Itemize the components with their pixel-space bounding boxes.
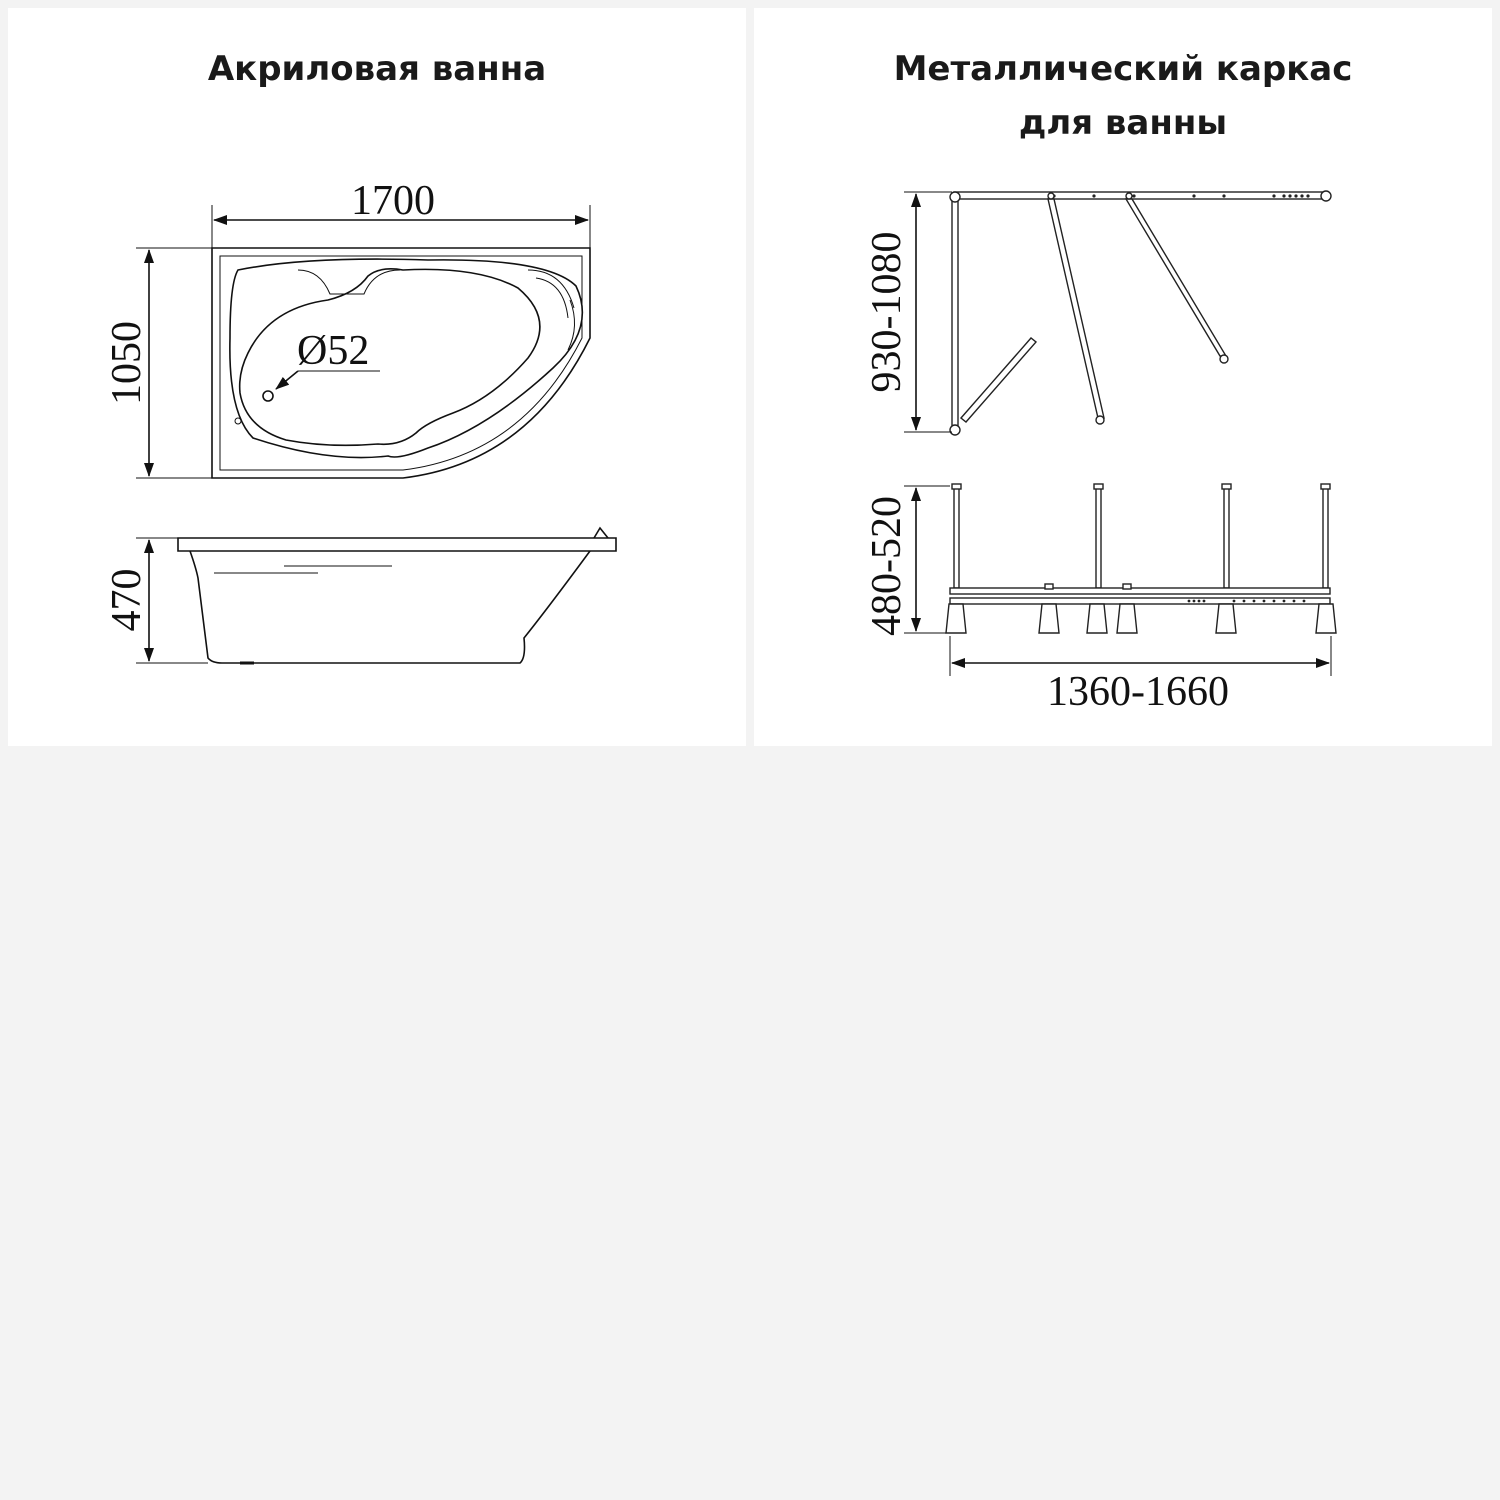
bathtub-panel (8, 8, 746, 746)
frame-leg-label: 480-520 (864, 496, 910, 636)
bathtub-top-view (212, 248, 590, 478)
frame-drawing (754, 8, 1492, 746)
bathtub-drawing (8, 8, 746, 746)
frame-depth-label: 930-1080 (864, 231, 910, 393)
drain-hole (263, 391, 273, 401)
height-label: 470 (104, 568, 150, 632)
drain-label: Ø52 (297, 328, 370, 374)
depth-label: 1050 (104, 321, 150, 405)
frame-leg-dimension (864, 486, 950, 636)
frame-length-dimension (950, 636, 1331, 715)
frame-side-view (946, 484, 1336, 633)
depth-dimension (104, 248, 212, 478)
width-dimension (212, 178, 590, 248)
width-label: 1700 (351, 178, 435, 224)
frame-title-line2: для ванны (1018, 103, 1228, 143)
frame-length-label: 1360-1660 (1047, 669, 1229, 715)
bathtub-title: Акриловая ванна (207, 49, 547, 89)
frame-top-view (950, 191, 1331, 435)
bathtub-side-view (178, 528, 616, 663)
frame-title-line1: Металлический каркас (893, 49, 1353, 89)
frame-panel (754, 8, 1492, 746)
frame-depth-dimension (864, 192, 952, 432)
